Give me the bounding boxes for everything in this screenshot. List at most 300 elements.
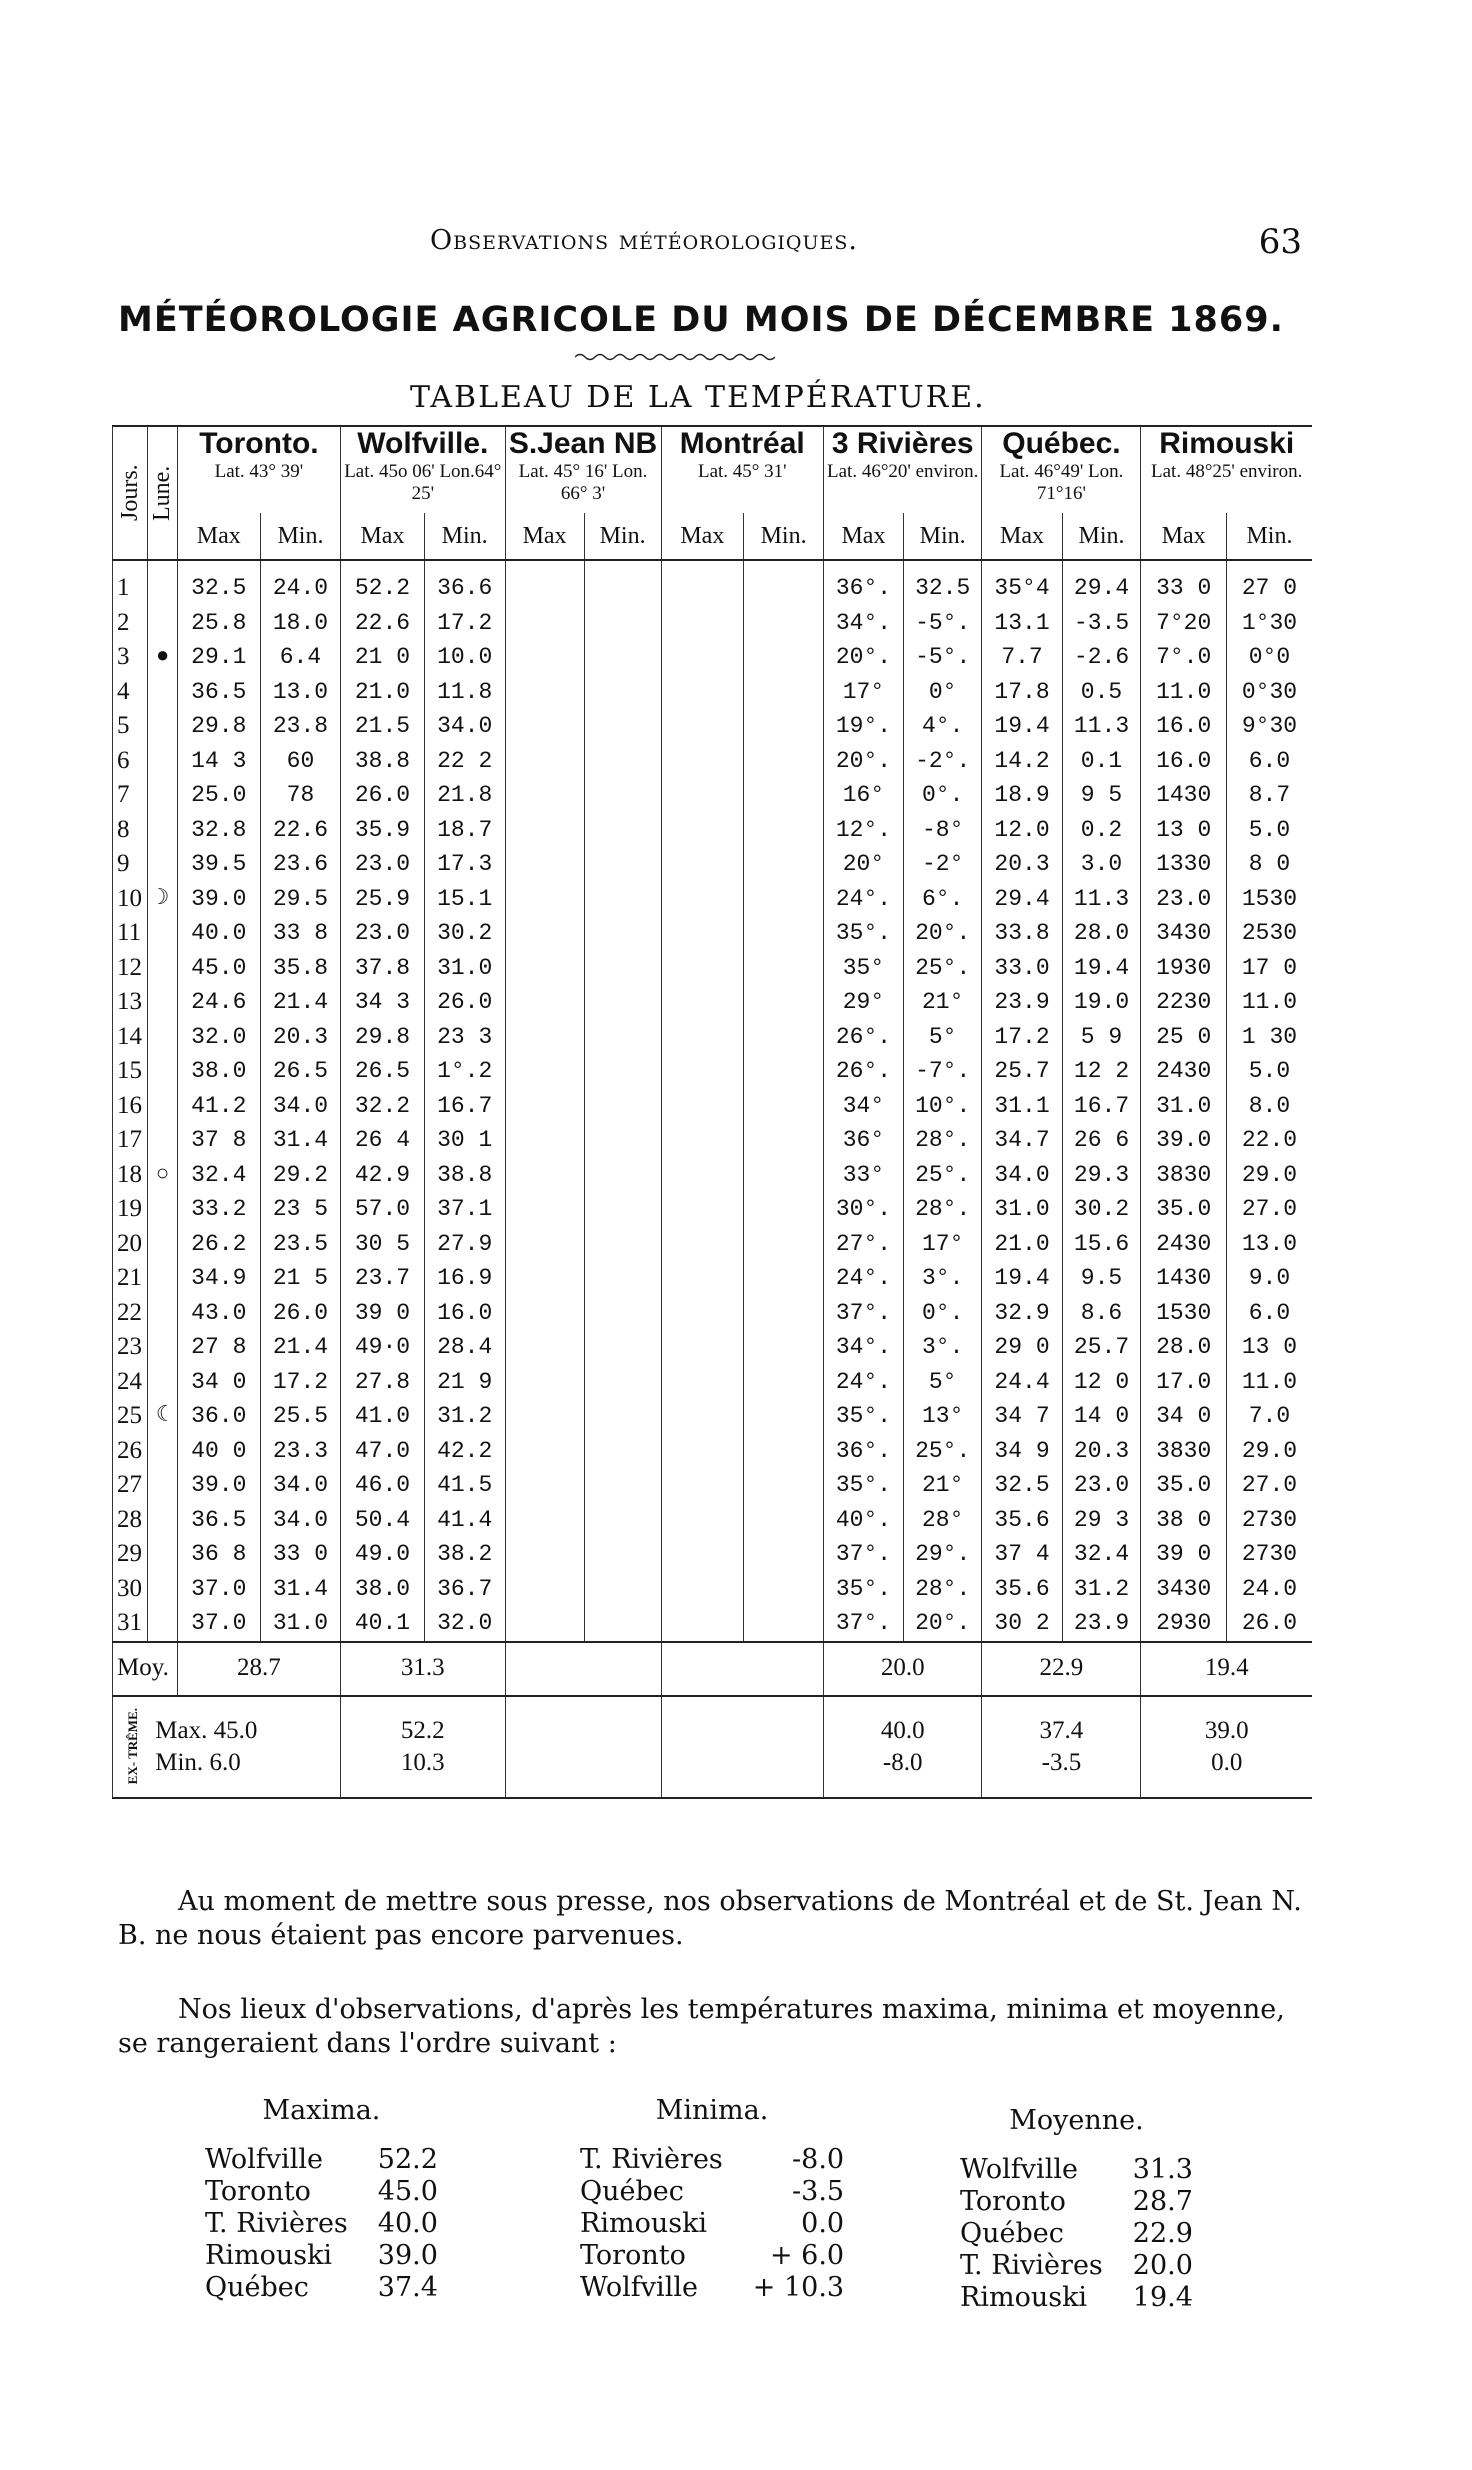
- ranking-title: Moyenne.: [1009, 2105, 1144, 2136]
- min-cell: 17.2: [260, 1365, 340, 1400]
- min-cell: 26.0: [260, 1296, 340, 1331]
- max-cell: 2430: [1141, 1054, 1227, 1089]
- max-cell: 7.7: [982, 640, 1062, 675]
- max-cell: 27°.: [824, 1227, 904, 1262]
- max-cell: [505, 1468, 584, 1503]
- min-header: Min.: [903, 513, 982, 560]
- moon-phase-icon: [148, 1606, 177, 1642]
- max-cell: 36°: [824, 1123, 904, 1158]
- max-cell: 36.5: [177, 675, 260, 710]
- min-cell: 31.4: [260, 1572, 340, 1607]
- max-cell: [661, 847, 744, 882]
- max-cell: 16°: [824, 778, 904, 813]
- max-cell: 3830: [1141, 1158, 1227, 1193]
- moon-phase-icon: [148, 916, 177, 951]
- min-header: Min.: [584, 513, 661, 560]
- min-cell: [584, 606, 661, 641]
- list-item: [580, 2208, 844, 2240]
- day-number: 21: [113, 1261, 148, 1296]
- extreme-min-value: 6.0: [209, 1748, 241, 1776]
- station-name: Québec.: [982, 426, 1141, 461]
- min-cell: [584, 916, 661, 951]
- min-cell: [744, 1537, 824, 1572]
- max-cell: [661, 1399, 744, 1434]
- day-number: 14: [113, 1020, 148, 1055]
- min-cell: [744, 709, 824, 744]
- ranking-station: Toronto: [580, 2240, 686, 2271]
- ranking-value: 20.0: [1132, 2250, 1193, 2281]
- max-cell: 36°.: [824, 560, 904, 606]
- day-number: 15: [113, 1054, 148, 1089]
- max-cell: 43.0: [177, 1296, 260, 1331]
- ranking-value: -3.5: [792, 2176, 845, 2207]
- max-cell: [661, 675, 744, 710]
- max-cell: 35°.: [824, 916, 904, 951]
- min-cell: 34.0: [260, 1503, 340, 1538]
- min-cell: 31.2: [1062, 1572, 1141, 1607]
- list-item: [205, 2144, 438, 2176]
- day-number: 25: [113, 1399, 148, 1434]
- moon-phase-icon: ☾: [148, 1399, 177, 1434]
- ranking-minima: [580, 2095, 844, 2304]
- min-cell: [744, 1399, 824, 1434]
- day-number: 7: [113, 778, 148, 813]
- day-number: 6: [113, 744, 148, 779]
- max-cell: 1930: [1141, 951, 1227, 986]
- max-cell: 31.0: [982, 1192, 1062, 1227]
- max-header: Max: [661, 513, 744, 560]
- min-cell: 34.0: [260, 1468, 340, 1503]
- min-cell: 2730: [1226, 1503, 1312, 1538]
- max-cell: 35.0: [1141, 1468, 1227, 1503]
- min-cell: 41.5: [424, 1468, 505, 1503]
- moon-phase-icon: [148, 560, 177, 606]
- table-row: [113, 1261, 1313, 1296]
- table-row: [113, 1537, 1313, 1572]
- station-location: Lat. 43° 39': [177, 461, 340, 513]
- max-cell: [661, 709, 744, 744]
- min-cell: [584, 1089, 661, 1124]
- max-cell: [661, 1434, 744, 1469]
- max-cell: 35.6: [982, 1503, 1062, 1538]
- min-cell: 11.0: [1226, 985, 1312, 1020]
- max-cell: [661, 1537, 744, 1572]
- max-cell: [505, 744, 584, 779]
- table-row: [113, 778, 1313, 813]
- max-cell: 39 0: [1141, 1537, 1227, 1572]
- min-cell: 24.0: [1226, 1572, 1312, 1607]
- min-cell: 9 5: [1062, 778, 1141, 813]
- max-cell: 36 8: [177, 1537, 260, 1572]
- min-cell: 15.6: [1062, 1227, 1141, 1262]
- min-cell: 0.2: [1062, 813, 1141, 848]
- max-cell: 29°: [824, 985, 904, 1020]
- min-cell: 0.5: [1062, 675, 1141, 710]
- min-cell: [584, 640, 661, 675]
- max-cell: 26.5: [341, 1054, 425, 1089]
- min-cell: 21 5: [260, 1261, 340, 1296]
- max-cell: 2430: [1141, 1227, 1227, 1262]
- extreme-cell: [1141, 1696, 1312, 1798]
- max-cell: 29 0: [982, 1330, 1062, 1365]
- table-row: [113, 1296, 1313, 1331]
- list-item: [960, 2154, 1193, 2186]
- max-cell: 14 3: [177, 744, 260, 779]
- ranking-station: Wolfville: [205, 2144, 323, 2175]
- min-cell: [744, 778, 824, 813]
- extreme-min-word: Min.: [155, 1748, 204, 1776]
- day-number: 4: [113, 675, 148, 710]
- max-cell: 38.0: [341, 1572, 425, 1607]
- max-cell: 24°.: [824, 882, 904, 917]
- min-cell: 28°: [903, 1503, 982, 1538]
- extreme-cell: [661, 1696, 823, 1798]
- min-cell: [584, 1537, 661, 1572]
- max-cell: [661, 640, 744, 675]
- max-cell: 39 0: [341, 1296, 425, 1331]
- min-cell: [744, 1158, 824, 1193]
- min-cell: 17.3: [424, 847, 505, 882]
- max-cell: [505, 640, 584, 675]
- max-cell: [505, 1227, 584, 1262]
- min-cell: 6.0: [1226, 744, 1312, 779]
- min-cell: 6.4: [260, 640, 340, 675]
- min-cell: 0°0: [1226, 640, 1312, 675]
- max-cell: 20°: [824, 847, 904, 882]
- min-cell: 31.0: [260, 1606, 340, 1642]
- min-cell: 28.0: [1062, 916, 1141, 951]
- min-cell: 23.3: [260, 1434, 340, 1469]
- min-cell: [744, 1261, 824, 1296]
- max-cell: 34 3: [341, 985, 425, 1020]
- moon-phase-icon: [148, 1537, 177, 1572]
- extreme-cell: [982, 1696, 1141, 1798]
- min-cell: 5°: [903, 1020, 982, 1055]
- max-cell: 13.1: [982, 606, 1062, 641]
- moon-phase-icon: [148, 1503, 177, 1538]
- min-cell: -2°.: [903, 744, 982, 779]
- min-cell: 1530: [1226, 882, 1312, 917]
- min-cell: 78: [260, 778, 340, 813]
- min-cell: 16.9: [424, 1261, 505, 1296]
- max-cell: [505, 675, 584, 710]
- min-header: Min.: [424, 513, 505, 560]
- table-subtitle: TABLEAU DE LA TEMPÉRATURE.: [410, 380, 986, 415]
- max-cell: 26 4: [341, 1123, 425, 1158]
- min-cell: 6°.: [903, 882, 982, 917]
- ranking-title: Minima.: [655, 2095, 769, 2126]
- max-cell: 16.0: [1141, 744, 1227, 779]
- ranking-station: T. Rivières: [580, 2144, 723, 2175]
- max-cell: 37°.: [824, 1296, 904, 1331]
- min-cell: [584, 985, 661, 1020]
- max-cell: 41.2: [177, 1089, 260, 1124]
- min-cell: [744, 744, 824, 779]
- table-row: [113, 640, 1313, 675]
- day-number: 19: [113, 1192, 148, 1227]
- max-cell: [505, 709, 584, 744]
- ranking-value: + 6.0: [769, 2240, 845, 2271]
- min-cell: -8°: [903, 813, 982, 848]
- max-cell: [505, 847, 584, 882]
- min-cell: 28°.: [903, 1123, 982, 1158]
- min-cell: 4°.: [903, 709, 982, 744]
- max-header: Max: [982, 513, 1062, 560]
- moon-phase-icon: [148, 847, 177, 882]
- min-cell: 23.8: [260, 709, 340, 744]
- moon-phase-icon: [148, 951, 177, 986]
- max-cell: [505, 1537, 584, 1572]
- max-cell: [661, 1503, 744, 1538]
- max-cell: 24°.: [824, 1365, 904, 1400]
- list-item: [205, 2240, 438, 2272]
- moon-phase-icon: [148, 1572, 177, 1607]
- ranking-station: Rimouski: [580, 2208, 708, 2239]
- min-cell: 28°.: [903, 1572, 982, 1607]
- min-cell: 12 0: [1062, 1365, 1141, 1400]
- max-cell: [505, 560, 584, 606]
- min-cell: 5°: [903, 1365, 982, 1400]
- moon-phase-icon: [148, 1192, 177, 1227]
- min-cell: 21.4: [260, 985, 340, 1020]
- max-min-header-row: [113, 513, 1313, 560]
- min-cell: 22.6: [260, 813, 340, 848]
- day-number: 3: [113, 640, 148, 675]
- station-name: Toronto.: [177, 426, 340, 461]
- min-cell: 9.5: [1062, 1261, 1141, 1296]
- list-item: [580, 2272, 844, 2304]
- day-number: 24: [113, 1365, 148, 1400]
- min-cell: [744, 1365, 824, 1400]
- max-cell: [505, 1192, 584, 1227]
- min-cell: 3.0: [1062, 847, 1141, 882]
- min-cell: 25.5: [260, 1399, 340, 1434]
- min-cell: [744, 951, 824, 986]
- min-cell: 14 0: [1062, 1399, 1141, 1434]
- min-cell: [584, 560, 661, 606]
- ranking-maxima: [205, 2095, 438, 2304]
- station-name: 3 Rivières: [824, 426, 982, 461]
- min-cell: 29.2: [260, 1158, 340, 1193]
- max-cell: 37°.: [824, 1537, 904, 1572]
- min-cell: 36.6: [424, 560, 505, 606]
- min-cell: 21.4: [260, 1330, 340, 1365]
- max-cell: 37 8: [177, 1123, 260, 1158]
- min-cell: 60: [260, 744, 340, 779]
- min-cell: 34.0: [424, 709, 505, 744]
- ranking-list: [960, 2154, 1193, 2314]
- max-cell: 35°.: [824, 1468, 904, 1503]
- min-cell: 11.8: [424, 675, 505, 710]
- max-cell: [505, 1572, 584, 1607]
- station-name: S.Jean NB: [505, 426, 661, 461]
- table-row: [113, 1123, 1313, 1158]
- extreme-label: EX- TRÊME.: [125, 1708, 140, 1785]
- ranking-value: 19.4: [1132, 2282, 1193, 2313]
- min-cell: 3°.: [903, 1261, 982, 1296]
- mean-value: 22.9: [982, 1642, 1141, 1696]
- max-cell: 39.0: [177, 882, 260, 917]
- min-cell: 22 2: [424, 744, 505, 779]
- page-title: MÉTÉOROLOGIE AGRICOLE DU MOIS DE DÉCEMBRE 1869.: [118, 300, 1284, 340]
- min-cell: 30.2: [1062, 1192, 1141, 1227]
- max-header: Max: [824, 513, 904, 560]
- ranking-title: Maxima.: [262, 2095, 381, 2126]
- max-cell: 26°.: [824, 1054, 904, 1089]
- table-row: [113, 1606, 1313, 1642]
- max-cell: 35°: [824, 951, 904, 986]
- min-cell: 28.4: [424, 1330, 505, 1365]
- max-cell: 32.8: [177, 813, 260, 848]
- max-cell: [661, 744, 744, 779]
- min-cell: [584, 675, 661, 710]
- moon-phase-icon: ☽: [148, 882, 177, 917]
- max-cell: 57.0: [341, 1192, 425, 1227]
- min-cell: 8.7: [1226, 778, 1312, 813]
- ranking-station: T. Rivières: [205, 2208, 348, 2239]
- max-cell: 52.2: [341, 560, 425, 606]
- max-cell: 29.8: [177, 709, 260, 744]
- min-cell: 17°: [903, 1227, 982, 1262]
- station-location: Lat. 45° 16' Lon. 66° 3': [505, 461, 661, 513]
- max-cell: 27 8: [177, 1330, 260, 1365]
- max-cell: 1530: [1141, 1296, 1227, 1331]
- max-cell: 49·0: [341, 1330, 425, 1365]
- moon-phase-icon: ○: [148, 1158, 177, 1193]
- min-cell: [584, 1434, 661, 1469]
- max-cell: 23.0: [341, 916, 425, 951]
- max-cell: 34°: [824, 1089, 904, 1124]
- list-item: [960, 2186, 1193, 2218]
- day-number: 13: [113, 985, 148, 1020]
- min-cell: [744, 1054, 824, 1089]
- max-cell: 12.0: [982, 813, 1062, 848]
- min-cell: [584, 1227, 661, 1262]
- list-item: [205, 2176, 438, 2208]
- extreme-cell: [505, 1696, 661, 1798]
- min-cell: [584, 1365, 661, 1400]
- min-cell: 10.0: [424, 640, 505, 675]
- moon-phase-icon: [148, 744, 177, 779]
- max-cell: 13 0: [1141, 813, 1227, 848]
- max-cell: 25.9: [341, 882, 425, 917]
- max-cell: 23.9: [982, 985, 1062, 1020]
- moon-phase-icon: [148, 778, 177, 813]
- day-number: 9: [113, 847, 148, 882]
- moon-phase-icon: [148, 985, 177, 1020]
- day-number: 8: [113, 813, 148, 848]
- min-cell: [744, 640, 824, 675]
- max-cell: 37°.: [824, 1606, 904, 1642]
- station-location-row: [113, 461, 1313, 513]
- moon-phase-icon: [148, 1054, 177, 1089]
- min-cell: [584, 1192, 661, 1227]
- station-location: Lat. 45° 31': [661, 461, 823, 513]
- max-cell: 1430: [1141, 778, 1227, 813]
- day-number: 29: [113, 1537, 148, 1572]
- max-cell: [505, 778, 584, 813]
- min-cell: 38.8: [424, 1158, 505, 1193]
- min-cell: 33 0: [260, 1537, 340, 1572]
- max-cell: 25.8: [177, 606, 260, 641]
- min-cell: [744, 1468, 824, 1503]
- min-cell: 27 0: [1226, 560, 1312, 606]
- moon-phase-icon: [148, 1330, 177, 1365]
- min-cell: 30 1: [424, 1123, 505, 1158]
- max-cell: 7°.0: [1141, 640, 1227, 675]
- max-cell: 30 5: [341, 1227, 425, 1262]
- max-header: Max: [505, 513, 584, 560]
- min-cell: 29 3: [1062, 1503, 1141, 1538]
- max-cell: 18.9: [982, 778, 1062, 813]
- max-cell: 20°.: [824, 744, 904, 779]
- max-cell: 2930: [1141, 1606, 1227, 1642]
- max-cell: 35.6: [982, 1572, 1062, 1607]
- min-cell: 15.1: [424, 882, 505, 917]
- min-cell: 29.5: [260, 882, 340, 917]
- table-row: [113, 1192, 1313, 1227]
- ranking-value: 52.2: [377, 2144, 438, 2175]
- min-cell: 6.0: [1226, 1296, 1312, 1331]
- min-cell: 23.5: [260, 1227, 340, 1262]
- min-cell: [744, 882, 824, 917]
- day-number: 26: [113, 1434, 148, 1469]
- max-cell: 34°.: [824, 1330, 904, 1365]
- max-cell: 32.5: [177, 560, 260, 606]
- min-cell: 9°30: [1226, 709, 1312, 744]
- max-cell: 34.0: [982, 1158, 1062, 1193]
- min-cell: -2°: [903, 847, 982, 882]
- day-number: 23: [113, 1330, 148, 1365]
- min-cell: [744, 813, 824, 848]
- min-cell: 13 0: [1226, 1330, 1312, 1365]
- max-cell: [661, 1089, 744, 1124]
- max-cell: [661, 1261, 744, 1296]
- table-row: [113, 813, 1313, 848]
- min-cell: 32.4: [1062, 1537, 1141, 1572]
- min-cell: [584, 1261, 661, 1296]
- ranking-value: + 10.3: [752, 2272, 845, 2303]
- ranking-station: Wolfville: [580, 2272, 698, 2303]
- max-cell: 31.0: [1141, 1089, 1227, 1124]
- table-row: [113, 1089, 1313, 1124]
- max-cell: 38.0: [177, 1054, 260, 1089]
- max-cell: 38.8: [341, 744, 425, 779]
- max-cell: 33.0: [982, 951, 1062, 986]
- min-header: Min.: [260, 513, 340, 560]
- min-cell: [744, 675, 824, 710]
- max-cell: [505, 882, 584, 917]
- min-cell: 25°.: [903, 1434, 982, 1469]
- running-head: Observations météorologiques.: [430, 225, 858, 256]
- max-cell: 25.7: [982, 1054, 1062, 1089]
- max-cell: 3830: [1141, 1434, 1227, 1469]
- min-cell: [744, 1227, 824, 1262]
- min-cell: 0.1: [1062, 744, 1141, 779]
- min-cell: 3°.: [903, 1330, 982, 1365]
- max-cell: [661, 1123, 744, 1158]
- min-cell: 23 5: [260, 1192, 340, 1227]
- mean-label: Moy.: [113, 1642, 178, 1696]
- max-cell: 26°.: [824, 1020, 904, 1055]
- min-cell: 21.8: [424, 778, 505, 813]
- min-cell: 8.6: [1062, 1296, 1141, 1331]
- extreme-row: [113, 1696, 1313, 1798]
- max-cell: [661, 985, 744, 1020]
- mean-value: [661, 1642, 823, 1696]
- mean-value: 28.7: [177, 1642, 340, 1696]
- ranking-value: 39.0: [377, 2240, 438, 2271]
